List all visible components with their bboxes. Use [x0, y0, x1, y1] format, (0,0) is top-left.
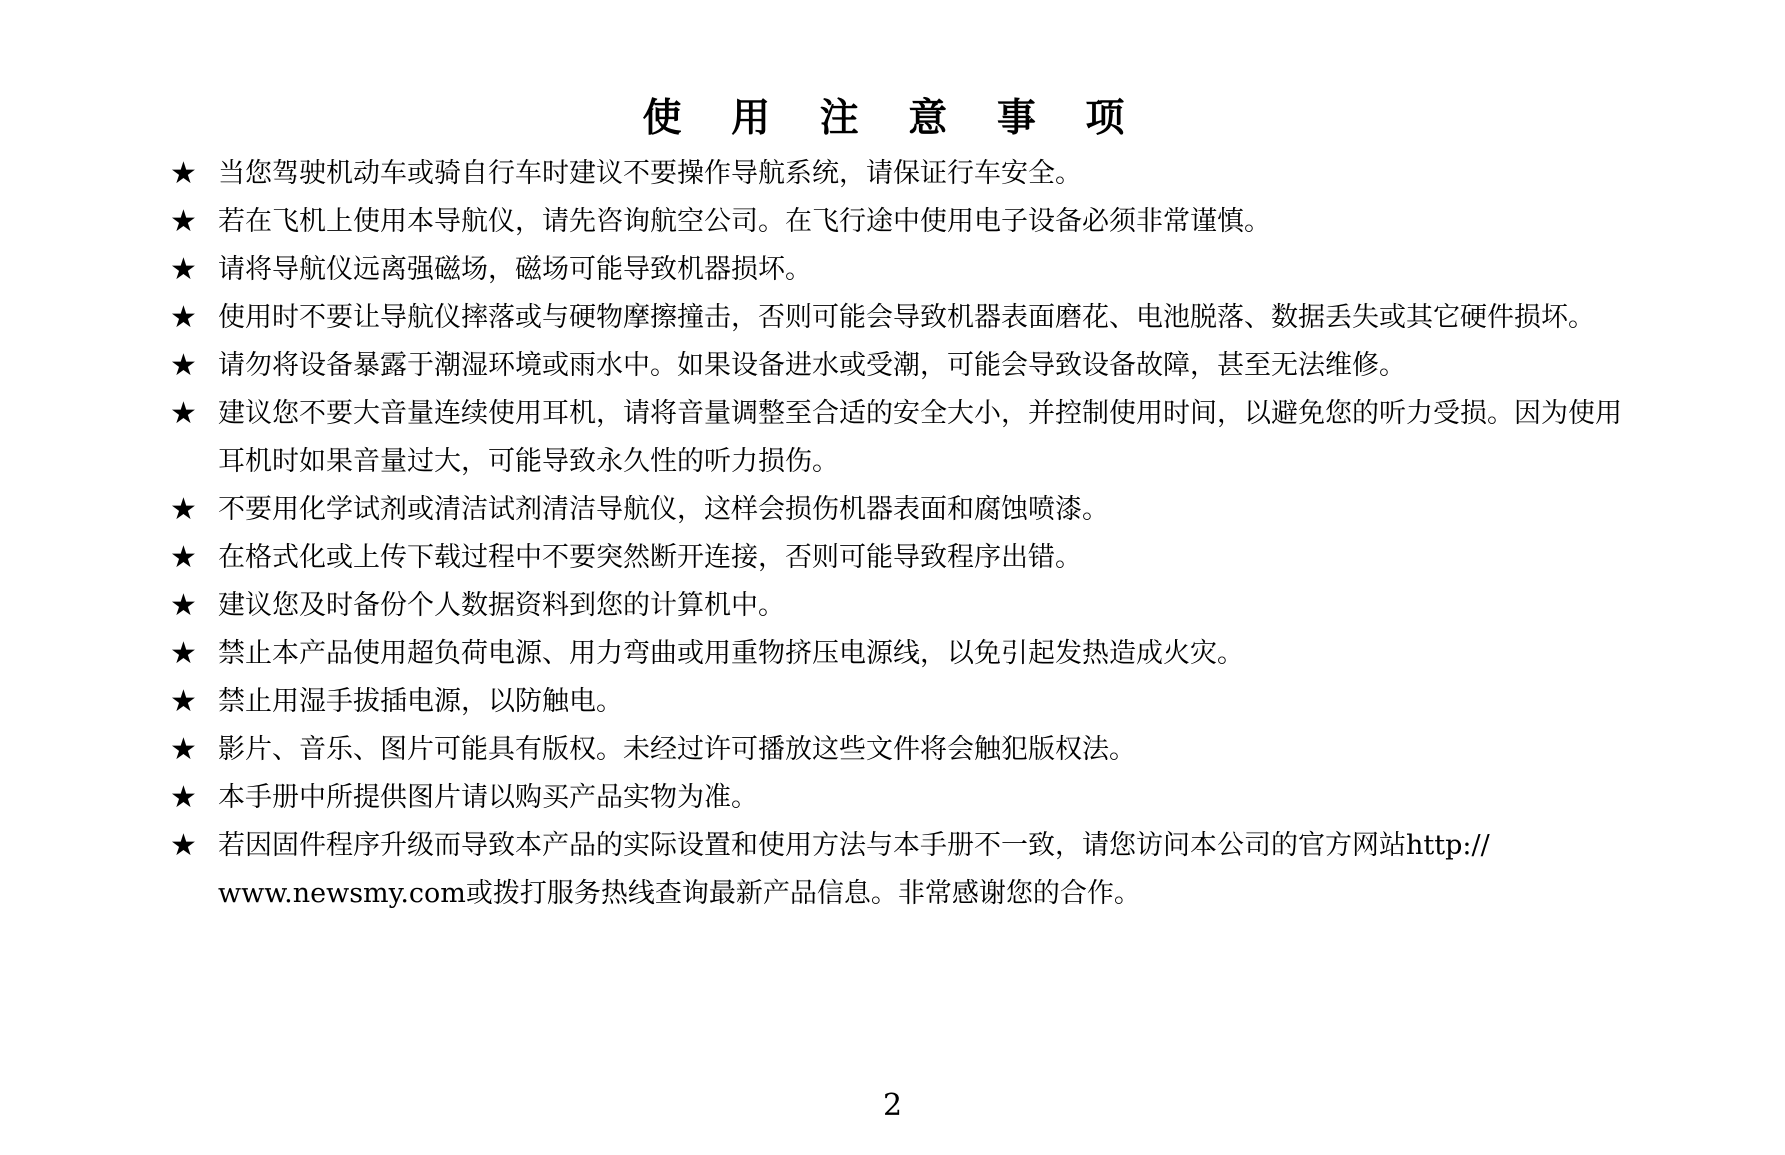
star-icon: ★	[170, 252, 197, 287]
note-item	[170, 342, 1630, 390]
note-text: 若在飞机上使用本导航仪，请先咨询航空公司。在飞行途中使用电子设备必须非常谨慎。	[218, 206, 1271, 237]
star-icon: ★	[170, 540, 197, 575]
note-text: 禁止本产品使用超负荷电源、用力弯曲或用重物挤压电源线，以免引起发热造成火灾。	[218, 638, 1244, 669]
note-item	[170, 246, 1630, 294]
star-icon: ★	[170, 780, 197, 815]
star-icon: ★	[170, 732, 197, 767]
note-text: 若因固件程序升级而导致本产品的实际设置和使用方法与本手册不一致，请您访问本公司的官方网站http:// www.newsmy.com或拨打服务热线查询最新产品信息。非常感谢您的合作。	[218, 830, 1490, 909]
note-text: 不要用化学试剂或清洁试剂清洁导航仪，这样会损伤机器表面和腐蚀喷漆。	[218, 494, 1109, 525]
star-icon: ★	[170, 828, 197, 863]
note-text: 禁止用湿手拔插电源，以防触电。	[218, 686, 623, 717]
note-item	[170, 726, 1630, 774]
note-item	[170, 486, 1630, 534]
note-item	[170, 390, 1630, 486]
star-icon: ★	[170, 636, 197, 671]
note-item	[170, 630, 1630, 678]
note-text: 影片、音乐、图片可能具有版权。未经过许可播放这些文件将会触犯版权法。	[218, 734, 1136, 765]
note-item	[170, 198, 1630, 246]
note-item	[170, 150, 1630, 198]
note-item	[170, 822, 1630, 918]
note-text: 使用时不要让导航仪摔落或与硬物摩擦撞击，否则可能会导致机器表面磨花、电池脱落、数据丢失或其它硬件损坏。	[218, 302, 1595, 333]
note-text: 当您驾驶机动车或骑自行车时建议不要操作导航系统，请保证行车安全。	[218, 158, 1082, 189]
star-icon: ★	[170, 684, 197, 719]
note-text: 在格式化或上传下载过程中不要突然断开连接，否则可能导致程序出错。	[218, 542, 1082, 573]
page-title: 使 用 注 意 事 项	[642, 95, 1143, 141]
note-text: 请将导航仪远离强磁场，磁场可能导致机器损坏。	[218, 254, 812, 285]
note-text: 请勿将设备暴露于潮湿环境或雨水中。如果设备进水或受潮，可能会导致设备故障，甚至无法维修。	[218, 350, 1406, 381]
note-item	[170, 294, 1630, 342]
star-icon: ★	[170, 492, 197, 527]
star-icon: ★	[170, 588, 197, 623]
notes-list	[170, 150, 1630, 918]
star-icon: ★	[170, 300, 197, 335]
page-number: 2	[882, 1088, 903, 1123]
note-text: 建议您及时备份个人数据资料到您的计算机中。	[218, 590, 785, 621]
star-icon: ★	[170, 156, 197, 191]
star-icon: ★	[170, 204, 197, 239]
note-text: 本手册中所提供图片请以购买产品实物为准。	[218, 782, 758, 813]
note-item	[170, 582, 1630, 630]
note-item	[170, 678, 1630, 726]
note-text: 建议您不要大音量连续使用耳机，请将音量调整至合适的安全大小，并控制使用时间，以避免您的听力受损。因为使用耳机时如果音量过大，可能导致永久性的听力损伤。	[218, 398, 1622, 477]
note-item	[170, 774, 1630, 822]
note-item	[170, 534, 1630, 582]
star-icon: ★	[170, 396, 197, 431]
star-icon: ★	[170, 348, 197, 383]
